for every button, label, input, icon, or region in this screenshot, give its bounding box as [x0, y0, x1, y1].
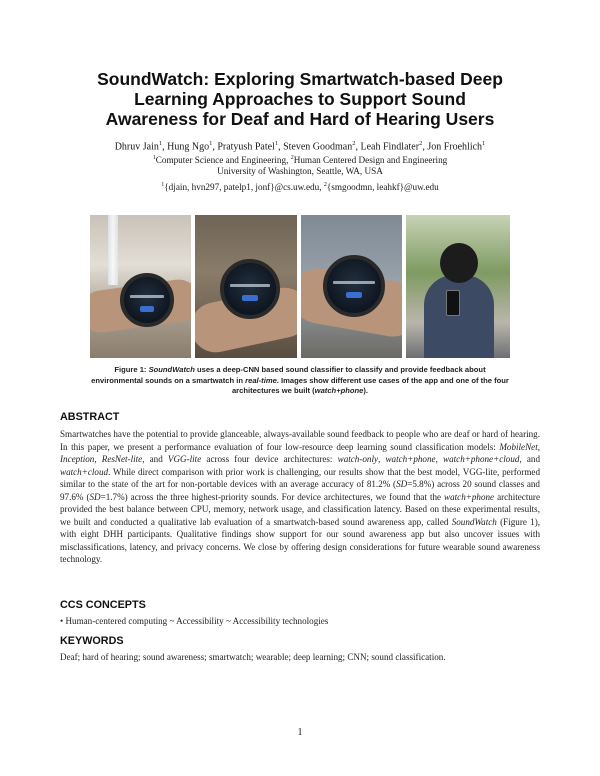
abstract-body: Smartwatches have the potential to provide glanceable, always-available sound feedback to people who are deaf or hard of hearing. In this paper, we present a performance evaluation of four low-resource deep learning sound classification models: MobileNet, Inception, ResNet-lite, and VGG-lite across four device architectures: watch-only, watch+phone, watch+phone+cloud, and watch+cloud. While direct comparison with prior work is challenging, our results show that the best model, VGG-lite, performed similar to the state of the art for non-portable devices with an average accuracy of 81.2% (SD=5.8%) across 20 sound classes and 97.6% (SD=1.7%) across the three highest-priority sounds. For device architectures, we found that the watch+phone architecture provided the best balance between CPU, memory, network usage, and classification latency. Based on these experimental results, we built and conducted a qualitative lab evaluation of a smartwatch-based sound awareness app, called SoundWatch (Figure 1), with eight DHH participants. Qualitative findings show support for our sound awareness app but also uncover issues with misclassifications, latency, and privacy concerns. We close by offering design considerations for future wearable sound awareness technology.	[60, 429, 541, 564]
email-group-2: {smgoodmn, leahkf}@uw.edu	[326, 182, 439, 193]
author-affil-marker: 1	[158, 140, 163, 147]
keywords-heading: KEYWORDS	[60, 635, 124, 647]
smartwatch-image	[220, 259, 280, 319]
caption-text: uses a deep-CNN based sound classifier to classify and provide feedback about environmental sounds on a smartwatch in	[91, 365, 486, 385]
author-affil-marker: 1	[482, 140, 486, 147]
affiliation-line	[40, 152, 560, 166]
author-affil-marker: 2	[419, 140, 423, 147]
author-name: Pratyush Patel	[217, 141, 275, 153]
affil-marker: 2	[323, 182, 327, 188]
ccs-heading: CCS CONCEPTS	[60, 599, 146, 611]
photo-watch-outdoors	[301, 215, 402, 358]
author-affil-marker: 2	[352, 140, 356, 147]
page-number: 1	[297, 727, 303, 738]
author-name: Jon Froehlich	[427, 141, 483, 153]
photo-watch-at-sink	[90, 215, 191, 358]
affiliation-cse: Computer Science and Engineering,	[155, 155, 291, 166]
caption-text: ).	[363, 386, 369, 395]
title-line: Awareness for Deaf and Hard of Hearing Users	[105, 109, 495, 129]
caption-emphasis: watch+phone	[314, 386, 364, 395]
caption-app-name: SoundWatch	[148, 365, 195, 374]
caption-label: Figure 1:	[114, 365, 149, 374]
smartwatch-image	[323, 255, 385, 317]
paper-title	[60, 69, 540, 129]
figure-1-photos	[90, 215, 510, 358]
author-list: Dhruv Jain$^1$, Hung Ngo$^1$, Pratyush Patel$^1$, Steven Goodman$^2$, Leah Findlater$^2$, Jon Froehlich$^1$	[114, 140, 486, 153]
abstract-heading: ABSTRACT	[60, 411, 120, 423]
affiliation-hcde: Human Centered Design and Engineering	[293, 155, 448, 166]
author-name: Leah Findlater	[360, 141, 420, 153]
email-line	[40, 179, 560, 193]
caption-emphasis: real-time	[245, 375, 277, 385]
photo-user-with-phone	[406, 215, 510, 358]
title-line: SoundWatch: Exploring Smartwatch-based Deep	[97, 69, 503, 89]
photo-watch-indoors	[195, 215, 297, 358]
title-line: Learning Approaches to Support Sound	[134, 89, 466, 109]
author-name: Hung Ngo	[167, 141, 210, 153]
keywords-text: Deaf; hard of hearing; sound awareness; smartwatch; wearable; deep learning; CNN; sound classification.	[60, 652, 446, 662]
author-affil-marker: 1	[209, 140, 213, 147]
affil-marker: 1	[152, 155, 156, 161]
affil-marker: 1	[161, 182, 165, 188]
affil-marker: 2	[290, 155, 294, 161]
university-line: University of Washington, Seattle, WA, USA	[217, 166, 383, 176]
author-affil-marker: 1	[274, 140, 279, 147]
figure-1-caption	[88, 365, 512, 397]
ccs-text: • Human-centered computing ~ Accessibility ~ Accessibility technologies	[60, 616, 329, 626]
caption-text: . Images show different use cases of the app and one of the four architectures we built (	[231, 375, 509, 395]
author-name: Dhruv Jain	[114, 141, 159, 153]
email-group-1: {djain, hvn297, patelp1, jonf}@cs.uw.edu,	[164, 182, 324, 193]
phone-image	[446, 290, 460, 316]
author-name: Steven Goodman	[283, 141, 353, 153]
smartwatch-image	[120, 273, 174, 327]
